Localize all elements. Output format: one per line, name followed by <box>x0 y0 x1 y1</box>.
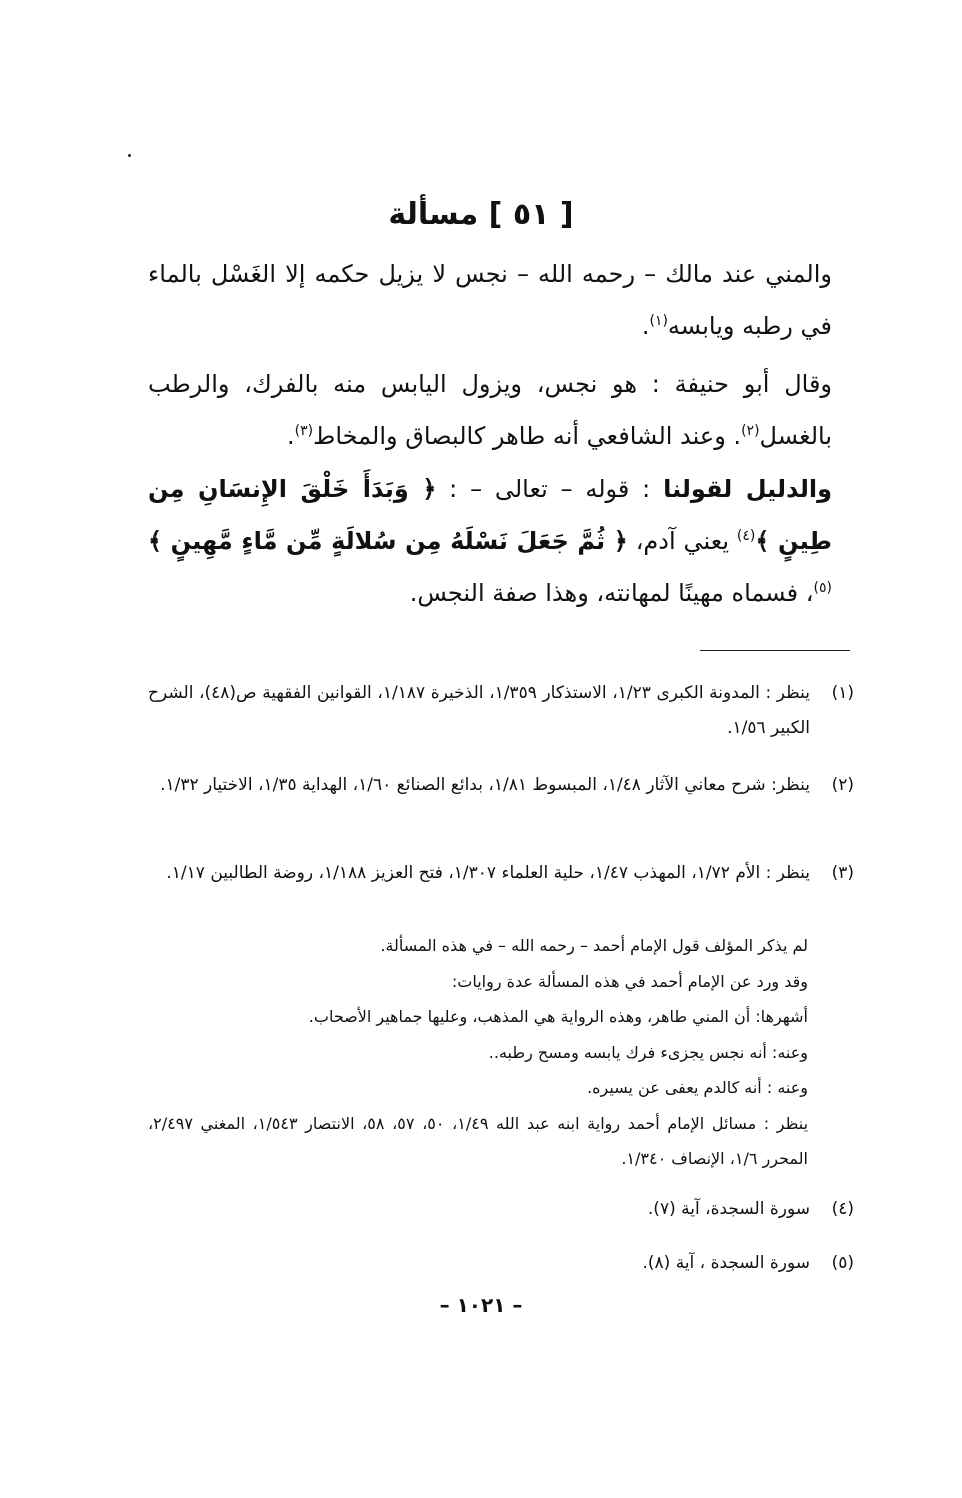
footnote-5-number: (٥) <box>831 1253 854 1273</box>
editor-note-line-5: وعنه : أنه كالدم يعفى عن يسيره. <box>587 1078 808 1097</box>
paragraph-2-end: . <box>287 422 295 450</box>
paragraph-3 <box>148 463 832 619</box>
footnote-1-text: ينظر : المدونة الكبرى ١/٢٣، الاستذكار ١/٣٥٩، الذخيرة ١/١٨٧، القوانين الفقهية ص(٤٨)، الشرح الكبير ١/٥٦. <box>148 683 810 738</box>
paragraph-3-text-b: يعني آدم، <box>627 527 737 555</box>
paragraph-2-text-a: وقال أبو حنيفة : هو نجس، ويزول اليابس منه بالفرك، والرطب بالغسل <box>148 370 832 450</box>
evidence-lead: والدليل لقولنا <box>663 475 833 503</box>
footnote-4-text: سورة السجدة، آية (٧). <box>647 1199 810 1219</box>
footnote-ref-2[interactable]: (٢) <box>741 423 760 439</box>
footnote-2 <box>148 768 854 803</box>
footnote-4-number: (٤) <box>831 1199 854 1219</box>
footnote-1-number: (١) <box>831 683 854 703</box>
footnote-2-text: ينظر: شرح معاني الآثار ١/٤٨، المبسوط ١/٨١، بدائع الصنائع ١/٦٠، الهداية ١/٣٥، الاختيار ١/٣٢. <box>160 775 810 795</box>
quran-quote-1: ﴿ وَبَدَأَ خَلْقَ الإِنسَانِ مِن طِينٍ ﴾ <box>148 475 832 555</box>
paragraph-3-text-a: : قوله – تعالى – : <box>436 475 664 503</box>
paragraph-3-text-c: ، فسماه مهينًا لمهانته، وهذا صفة النجس. <box>409 579 814 607</box>
paragraph-2 <box>148 358 832 462</box>
footnote-3 <box>148 856 854 891</box>
paragraph-1-text: والمني عند مالك – رحمه الله – نجس لا يزيل حكمه إلا الغَسْل بالماء في رطبه ويابسه <box>148 260 832 340</box>
page-number: – ١٠٢١ – <box>439 1293 523 1317</box>
editor-note-line-2: وقد ورد عن الإمام أحمد في هذه المسألة عدة روايات: <box>451 971 808 991</box>
footnote-3-text: ينظر : الأم ١/٧٢، المهذب ١/٤٧، حلية العلماء ١/٣٠٧، فتح العزيز ١/١٨٨، روضة الطالبين ١/١٧. <box>166 863 810 883</box>
footnote-4 <box>148 1192 854 1227</box>
paragraph-2-text-b: . وعند الشافعي أنه طاهر كالبصاق والمخاط <box>313 422 742 450</box>
editor-note <box>148 928 808 1177</box>
footnote-ref-3[interactable]: (٣) <box>294 423 314 439</box>
editor-note-line-6: ينظر : مسائل الإمام أحمد رواية ابنه عبد الله ١/٤٩، ٥٠، ٥٧، ٥٨، الانتصار ١/٥٤٣، المغني ٢/٤٩٧، المحرر ١/٦، الإنصاف ١/٣٤٠. <box>148 1113 809 1168</box>
footnote-3-number: (٣) <box>831 863 854 883</box>
footnote-ref-5[interactable]: (٥) <box>813 580 832 596</box>
footnote-1 <box>148 676 854 746</box>
footnote-ref-1[interactable]: (١) <box>649 313 668 329</box>
issue-title: [ ٥١ ] مسألة <box>388 197 574 232</box>
footnote-2-number: (٢) <box>831 775 854 795</box>
footnote-5-text: سورة السجدة ، آية (٨). <box>642 1253 810 1273</box>
paragraph-1-end: . <box>641 312 650 340</box>
stray-mark <box>128 154 131 157</box>
editor-note-line-4: وعنه: أنه نجس يجزىء فرك يابسه ومسح رطبه.. <box>488 1042 808 1062</box>
footnote-ref-4[interactable]: (٤) <box>736 528 756 544</box>
footnote-separator <box>700 650 850 651</box>
quran-quote-2: ﴿ ثُمَّ جَعَلَ نَسْلَهُ مِن سُلالَةٍ مِّن مَّاءٍ مَّهِينٍ ﴾ <box>148 527 628 555</box>
editor-note-line-3: أشهرها: أن المني طاهر، وهذه الرواية هي المذهب، وعليها جماهير الأصحاب. <box>308 1007 808 1026</box>
editor-note-line-1: لم يذكر المؤلف قول الإمام أحمد – رحمه الله – في هذه المسألة. <box>380 936 808 955</box>
paragraph-1 <box>148 248 832 352</box>
footnote-5 <box>148 1246 854 1281</box>
